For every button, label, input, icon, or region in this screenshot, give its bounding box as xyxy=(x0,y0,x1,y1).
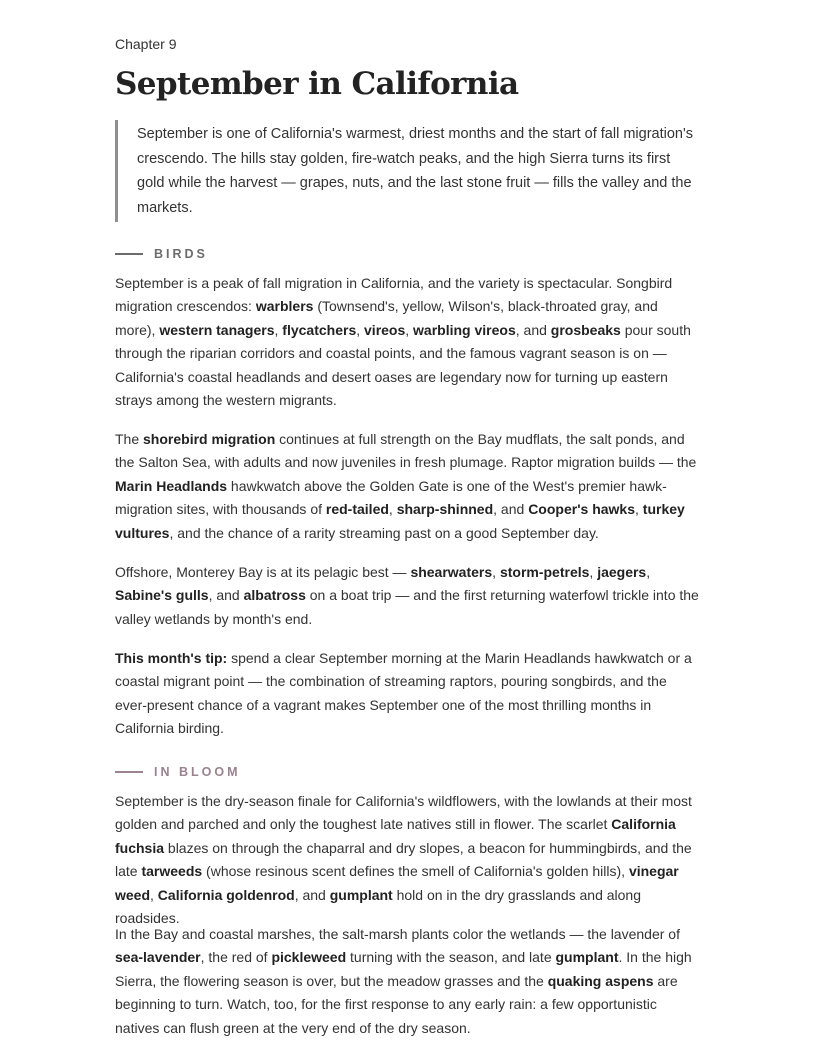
bold-term: gumplant xyxy=(329,886,393,903)
bold-term: pickleweed xyxy=(271,949,347,966)
bold-term: warbling vireos xyxy=(413,321,516,338)
section-heading-label: BIRDS xyxy=(154,247,208,261)
bold-term: This month's tip: xyxy=(115,650,228,666)
bold-term: jaegers xyxy=(597,564,647,580)
bold-term: flycatchers xyxy=(282,321,357,338)
heading-rule xyxy=(115,253,143,255)
birds-tip-paragraph: This month's tip: spend a clear September morning at the Marin Headlands hawkwatch or a coastal migrant point — the combination of streaming raptors, pouring songbirds, and the ever-present chance of a vagrant makes September one of the most thrilling months in California birding. xyxy=(115,650,692,737)
bold-term: shearwaters xyxy=(410,564,493,580)
section-heading-birds xyxy=(115,247,208,261)
bold-term: quaking aspens xyxy=(547,972,654,989)
birds-paragraph: September is a peak of fall migration in California, and the variety is spectacular. Songbird migration crescendos: warblers (Townsend's, yellow, Wilson's, black-throated gray, and more), western tanagers, flycatchers, vireos, warbling vireos, and grosbeaks pour south through the riparian corridors and coastal points, and the famous vagrant season is on — California's coastal headlands and desert oases are legendary now for turning up eastern strays among the western migrants. xyxy=(115,275,691,409)
bold-term: vinegar weed xyxy=(115,863,679,903)
bold-term: Sabine's gulls xyxy=(115,587,209,604)
section-heading-in-bloom xyxy=(115,765,241,779)
bold-term: California fuchsia xyxy=(115,816,676,856)
bold-term: vireos xyxy=(364,321,406,338)
bold-term: red-tailed xyxy=(325,501,389,518)
bold-term: sharp-shinned xyxy=(396,501,494,518)
bold-term: Marin Headlands xyxy=(115,477,228,494)
bold-term: warblers xyxy=(255,298,314,315)
bloom-paragraph: September is the dry-season finale for California's wildflowers, with the lowlands at their most golden and parched and only the toughest late natives still in flower. The scarlet California fuchsia blazes on through the chaparral and dry slopes, a beacon for hummingbirds, and the late tarweeds (whose resinous scent defines the smell of California's golden hills), vinegar weed, California goldenrod, and gumplant hold on in the dry grasslands and along roadsides. xyxy=(115,793,692,927)
page-title: September in California xyxy=(115,66,519,102)
bold-term: storm-petrels xyxy=(499,564,590,580)
section-heading-label: IN BLOOM xyxy=(154,765,241,779)
birds-paragraph: The shorebird migration continues at full strength on the Bay mudflats, the salt ponds, and the Salton Sea, with adults and now juveniles in fresh plumage. Raptor migration builds — the Marin Headlands hawkwatch above the Golden Gate is one of the West's premier hawk-migration sites, with thousands of red-tailed, sharp-shinned, and Cooper's hawks, turkey vultures, and the chance of a rarity streaming past on a good September day. xyxy=(115,431,697,541)
chapter-label: Chapter 9 xyxy=(115,36,177,52)
bold-term: albatross xyxy=(243,587,306,604)
bold-term: tarweeds xyxy=(141,863,203,880)
bold-term: grosbeaks xyxy=(550,321,621,338)
birds-paragraph: Offshore, Monterey Bay is at its pelagic best — shearwaters, storm-petrels, jaegers, Sabine's gulls, and albatross on a boat trip — and the first returning waterfowl trickle into the valley wetlands by month's end. xyxy=(115,564,699,627)
bold-term: gumplant xyxy=(555,949,619,966)
bold-term: turkey vultures xyxy=(115,501,685,541)
bold-term: California goldenrod xyxy=(157,886,295,903)
bloom-paragraph: In the Bay and coastal marshes, the salt-marsh plants color the wetlands — the lavender of sea-lavender, the red of pickleweed turning with the season, and late gumplant. In the high Sierra, the flowering season is over, but the meadow grasses and the quaking aspens are beginning to turn. Watch, too, for the first response to any early rain: a few opportunistic natives can flush green at the very end of the dry season. xyxy=(115,926,692,1036)
intro-blockquote: September is one of California's warmest, driest months and the start of fall migration's crescendo. The hills stay golden, fire-watch peaks, and the high Sierra turns its first gold while the harvest — grapes, nuts, and the last stone fruit — fills the valley and the markets. xyxy=(115,120,700,222)
bold-term: Cooper's hawks xyxy=(528,501,635,518)
heading-rule xyxy=(115,771,143,773)
bold-term: sea-lavender xyxy=(115,949,201,966)
bold-term: shorebird migration xyxy=(143,431,276,447)
bold-term: western tanagers xyxy=(159,321,275,338)
